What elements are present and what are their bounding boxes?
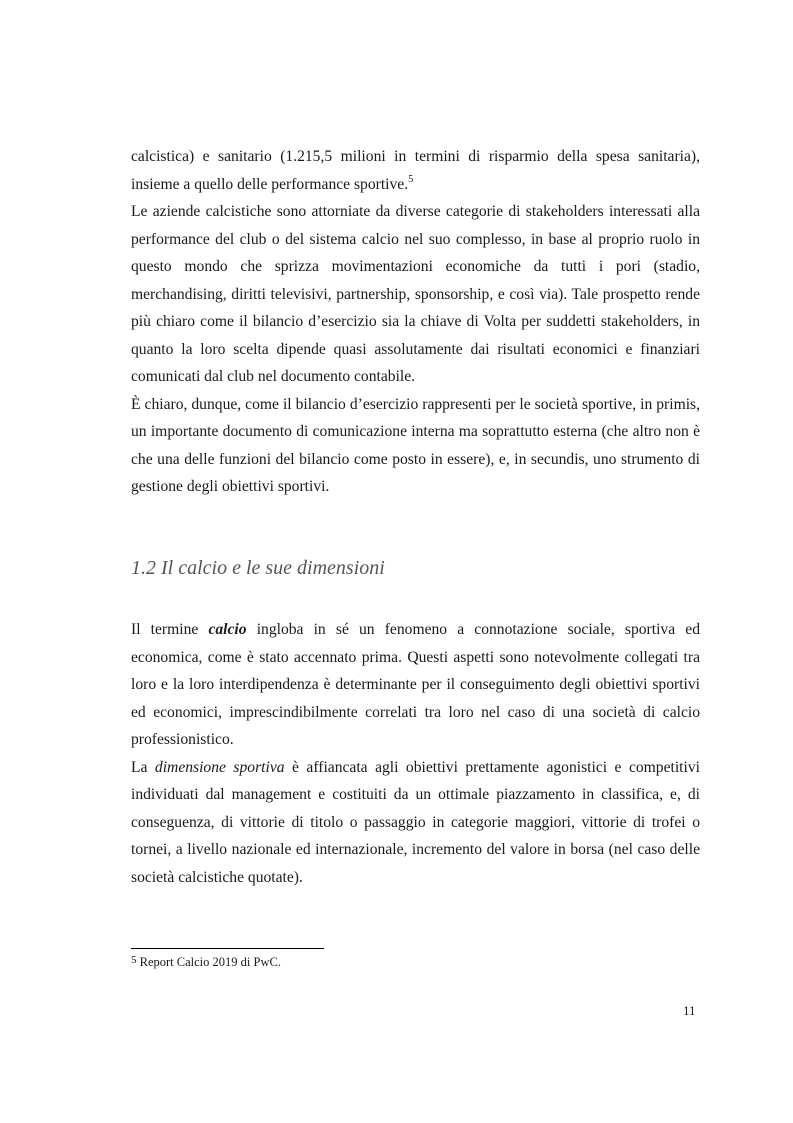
term-dimensione-sportiva: dimensione sportiva [154,758,285,776]
section-intro-text [131,143,700,501]
footnote-text: Report Calcio 2019 di PwC. [136,955,281,969]
footnote-ref[interactable]: 5 [408,173,414,185]
footnote-divider [131,948,324,949]
paragraph-3: È chiaro, dunque, come il bilancio d’esercizio rappresenti per le società sportive, in primis, un importante documento di comunicazione interna ma soprattutto esterna (che altro non è che una delle funzioni del bilancio come posto in essere), e, in secundis, uno strumento di gestione degli obiettivi sportivi. [131,395,700,495]
footnote [131,954,281,970]
paragraph-1 [131,143,700,198]
footnote-number: 5 [131,954,137,966]
paragraph-4-rest: ingloba in sé un fenomeno a connotazione sociale, sportiva ed economica, come è stato accennato prima. Questi aspetti sono notevolmente collegati tra loro e la loro interdipendenza è determinante per il conseguimento degli obiettivi sportivi ed economici, imprescindibilmente correlati tra loro nel caso di una società di calcio professionistico. [131,621,700,748]
paragraph-4 [131,616,700,754]
section-heading: 1.2 Il calcio e le sue dimensioni [131,557,385,579]
paragraph-5 [131,754,700,892]
section-body-text [131,616,700,891]
paragraph-4-lead: Il termine [131,621,209,638]
page-number: 11 [683,1003,696,1018]
paragraph-5-lead: La [131,758,155,776]
paragraph-5-rest: è affiancata agli obiettivi prettamente agonistici e competitivi individuati dal management e costituiti da un ottimale piazzamento in classifica, e, di conseguenza, di vittorie di titolo o passaggio in categorie maggiori, vittorie di trofei o tornei, a livello nazionale ed internazionale, incremento del valore in borsa (nel caso delle società calcistiche quotate). [131,758,700,886]
paragraph-1-text: calcistica) e sanitario (1.215,5 milioni in termini di risparmio della spesa sanitaria), insieme a quello delle performance sportive. [131,148,700,193]
term-calcio: calcio [208,621,247,638]
paragraph-2: Le aziende calcistiche sono attorniate da diverse categorie di stakeholders interessati alla performance del club o del sistema calcio nel suo complesso, in base al proprio ruolo in questo mondo che sprizza movimentazioni economiche da tutti i pori (stadio, merchandising, diritti televisivi, partnership, sponsorship, e così via). Tale prospetto rende più chiaro come il bilancio d’esercizio sia la chiave di Volta per suddetti stakeholders, in quanto la loro scelta dipende quasi assolutamente dai risultati economici e finanziari comunicati dal club nel documento contabile. [131,203,700,385]
